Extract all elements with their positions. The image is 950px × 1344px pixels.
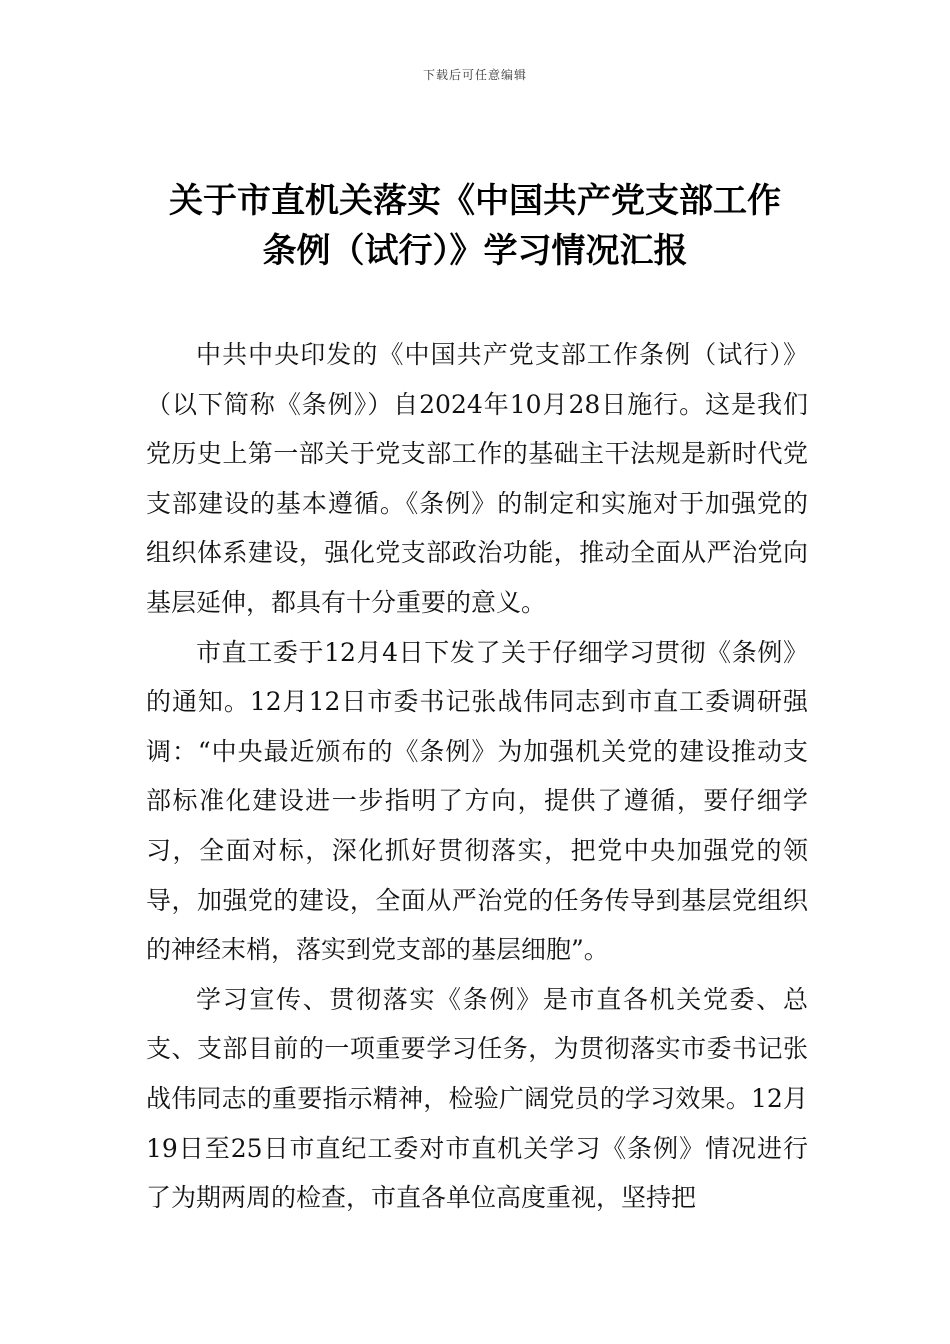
paragraph-3: 学习宣传、贯彻落实《条例》是市直各机关党委、总支、支部目前的一项重要学习任务，为贯彻落实市委书记张战伟同志的重要指示精神，检验广阔党员的学习效果。12月19日至25日市直纪工委对市直机关学习《条例》情况进行了为期两周的检查，市直各单位高度重视，坚持把 bbox=[146, 984, 808, 1213]
title-line-2: 条例（试行）》学习情况汇报 bbox=[262, 231, 688, 271]
title-line-1: 关于市直机关落实《中国共产党支部工作 bbox=[169, 181, 781, 221]
document-body bbox=[146, 330, 808, 1223]
paragraph-2: 市直工委于12月4日下发了关于仔细学习贯彻《条例》的通知。12月12日市委书记张战伟同志到市直工委调研强调：“中央最近颁布的《条例》为加强机关党的建设推动支部标准化建设进一步指明了方向，提供了遵循，要仔细学习，全面对标，深化抓好贯彻落实，把党中央加强党的领导，加强党的建设，全面从严治党的任务传导到基层党组织的神经末梢，落实到党支部的基层细胞”。 bbox=[146, 637, 808, 965]
header-note: 下载后可任意编辑 bbox=[422, 68, 527, 82]
document-title bbox=[0, 176, 950, 276]
paragraph-1: 中共中央印发的《中国共产党支部工作条例（试行）》（以下简称《条例》）自2024年10月28日施行。这是我们党历史上第一部关于党支部工作的基础主干法规是新时代党支部建设的基本遵循。《条例》的制定和实施对于加强党的组织体系建设，强化党支部政治功能，推动全面从严治党向基层延伸，都具有十分重要的意义。 bbox=[146, 340, 808, 617]
